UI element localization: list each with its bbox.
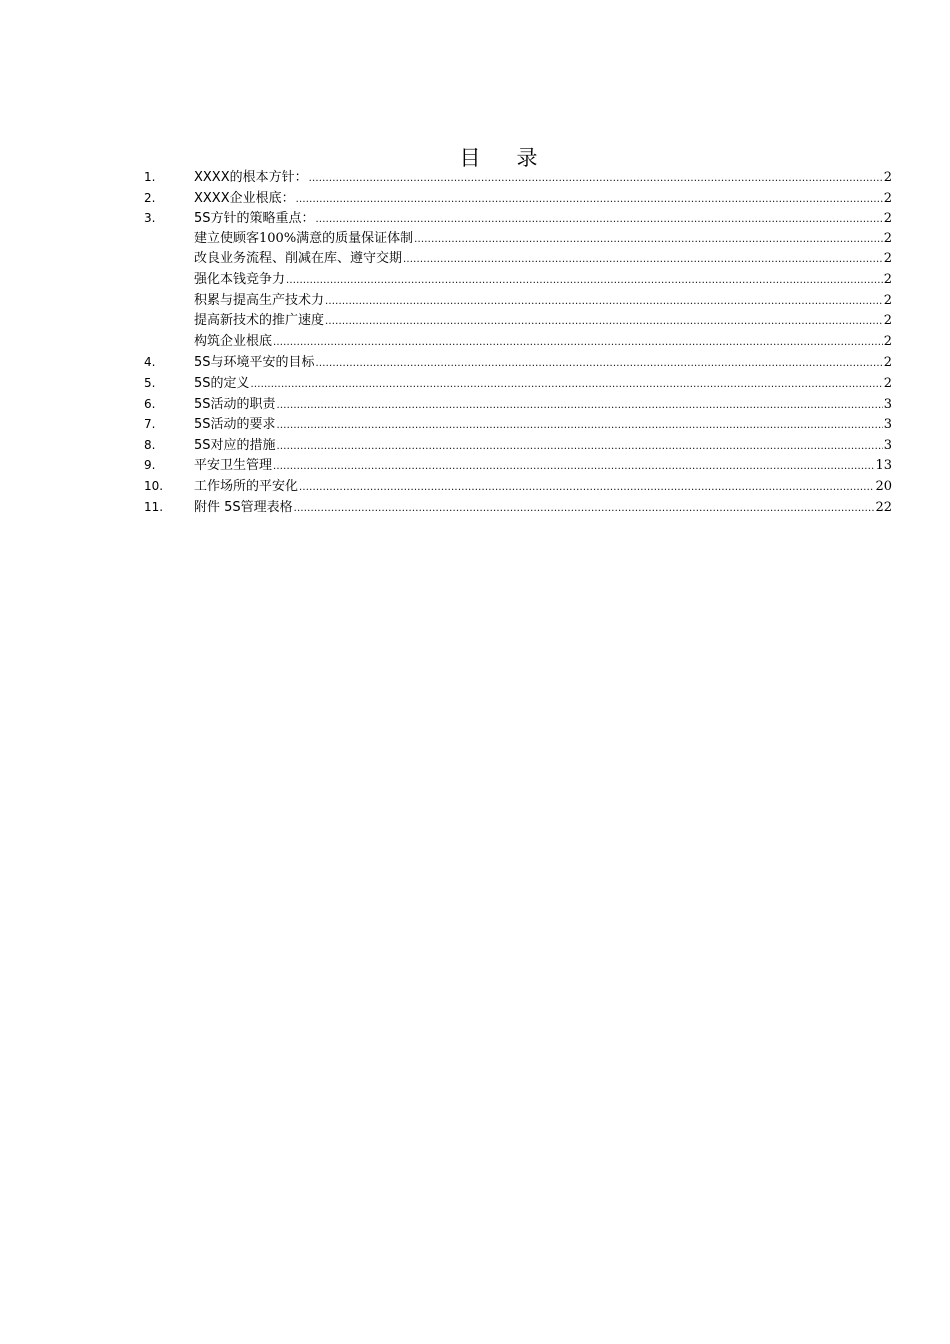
toc-entry-page-number: 2: [883, 313, 892, 329]
toc-entry-page-number: 3: [883, 417, 892, 433]
toc-entry-number: 10.: [144, 478, 164, 493]
toc-entry-number: 3.: [144, 211, 156, 226]
toc-entry[interactable]: [144, 291, 892, 312]
toc-entry-label: 5S活动的职责: [194, 396, 276, 412]
toc-entry-label: XXXX企业根底：: [194, 190, 295, 206]
toc-dot-leader: [251, 375, 883, 396]
toc-dot-leader: [296, 190, 883, 211]
toc-entry-number: 9.: [144, 458, 156, 473]
toc-entry-label: 5S的定义: [194, 375, 250, 391]
toc-entry-page-number: 3: [883, 437, 892, 453]
toc-entry[interactable]: [144, 332, 892, 353]
toc-entry-page-number: 20: [875, 478, 892, 494]
toc-dot-leader: [294, 499, 875, 520]
toc-entry-number: 1.: [144, 170, 156, 184]
toc-entry-label: 附件 5S管理表格: [194, 499, 293, 515]
toc-dot-leader: [277, 437, 883, 458]
toc-entry-number: 8.: [144, 437, 156, 452]
toc-entry-label: 改良业务流程、削减在库、遵守交期: [194, 251, 403, 267]
toc-entry[interactable]: [144, 373, 892, 394]
toc-entry[interactable]: [144, 497, 892, 518]
toc-entry-page-number: 13: [875, 458, 892, 474]
toc-entry-number: 6.: [144, 396, 156, 411]
toc-entry-page-number: 2: [883, 355, 892, 371]
toc-entry-number: 5.: [144, 375, 156, 390]
toc-entry[interactable]: [144, 229, 892, 250]
toc-dot-leader: [316, 210, 883, 231]
toc-dot-leader: [325, 292, 883, 313]
toc-entry-label: 构筑企业根底: [194, 333, 273, 349]
toc-entry-page-number: 2: [883, 333, 892, 349]
toc-entry-page-number: 2: [883, 292, 892, 308]
toc-entry-page-number: 2: [883, 271, 892, 287]
toc-entry-page-number: 2: [883, 211, 892, 227]
toc-entry-number: 4.: [144, 355, 156, 370]
toc-dot-leader: [277, 396, 883, 417]
toc-entry-page-number: 22: [875, 499, 892, 515]
toc-entry-label: 工作场所的平安化: [194, 478, 299, 494]
toc-entry-page-number: 2: [883, 170, 892, 185]
toc-entry[interactable]: [144, 270, 892, 291]
toc-entry-label: 5S方针的策略重点：: [194, 211, 315, 227]
toc-entry-label: 建立使顾客100%满意的质量保证体制: [194, 230, 414, 246]
toc-dot-leader: [299, 478, 874, 499]
toc-entry-page-number: 2: [883, 190, 892, 206]
toc-title-left: 目: [459, 146, 481, 170]
toc-entry[interactable]: [144, 249, 892, 270]
toc-title-right: 录: [516, 146, 538, 170]
toc-entry-page-number: 2: [883, 251, 892, 267]
toc-entry-label: 提高新技术的推广速度: [194, 313, 325, 329]
toc-entry-number: 7.: [144, 417, 156, 432]
toc-dot-leader: [309, 169, 883, 190]
toc-dot-leader: [277, 416, 883, 437]
toc-entry-label: 强化本钱竞争力: [194, 271, 286, 287]
toc-entry-page-number: 2: [883, 230, 892, 246]
toc-entry-label: 5S对应的措施: [194, 437, 276, 453]
toc-dot-leader: [403, 250, 883, 271]
toc-dot-leader: [286, 271, 883, 292]
toc-entry[interactable]: [144, 208, 892, 229]
toc-entry-label: 平安卫生管理: [194, 458, 273, 474]
toc-entry-label: 5S与环境平安的目标: [194, 355, 315, 371]
toc-entry-label: 5S活动的要求: [194, 417, 276, 433]
toc-entry-number: 11.: [144, 499, 164, 514]
toc-entry[interactable]: [144, 394, 892, 415]
toc-entry[interactable]: [144, 414, 892, 435]
toc-entry[interactable]: [144, 188, 892, 209]
toc-entry-label: XXXX的根本方针：: [194, 170, 308, 185]
toc-entry-number: 2.: [144, 190, 156, 205]
toc-entry[interactable]: [144, 167, 892, 188]
table-of-contents: [144, 167, 892, 517]
toc-dot-leader: [414, 230, 883, 251]
toc-dot-leader: [273, 333, 883, 354]
toc-entry[interactable]: [144, 311, 892, 332]
toc-entry-page-number: 3: [883, 396, 892, 412]
toc-dot-leader: [273, 457, 874, 478]
toc-entry[interactable]: [144, 476, 892, 497]
toc-entry-label: 积累与提高生产技术力: [194, 292, 325, 308]
toc-entry-page-number: 2: [883, 375, 892, 391]
toc-dot-leader: [325, 312, 883, 333]
toc-entry[interactable]: [144, 435, 892, 456]
toc-entry[interactable]: [144, 455, 892, 476]
toc-entry[interactable]: [144, 352, 892, 373]
toc-dot-leader: [316, 354, 883, 375]
